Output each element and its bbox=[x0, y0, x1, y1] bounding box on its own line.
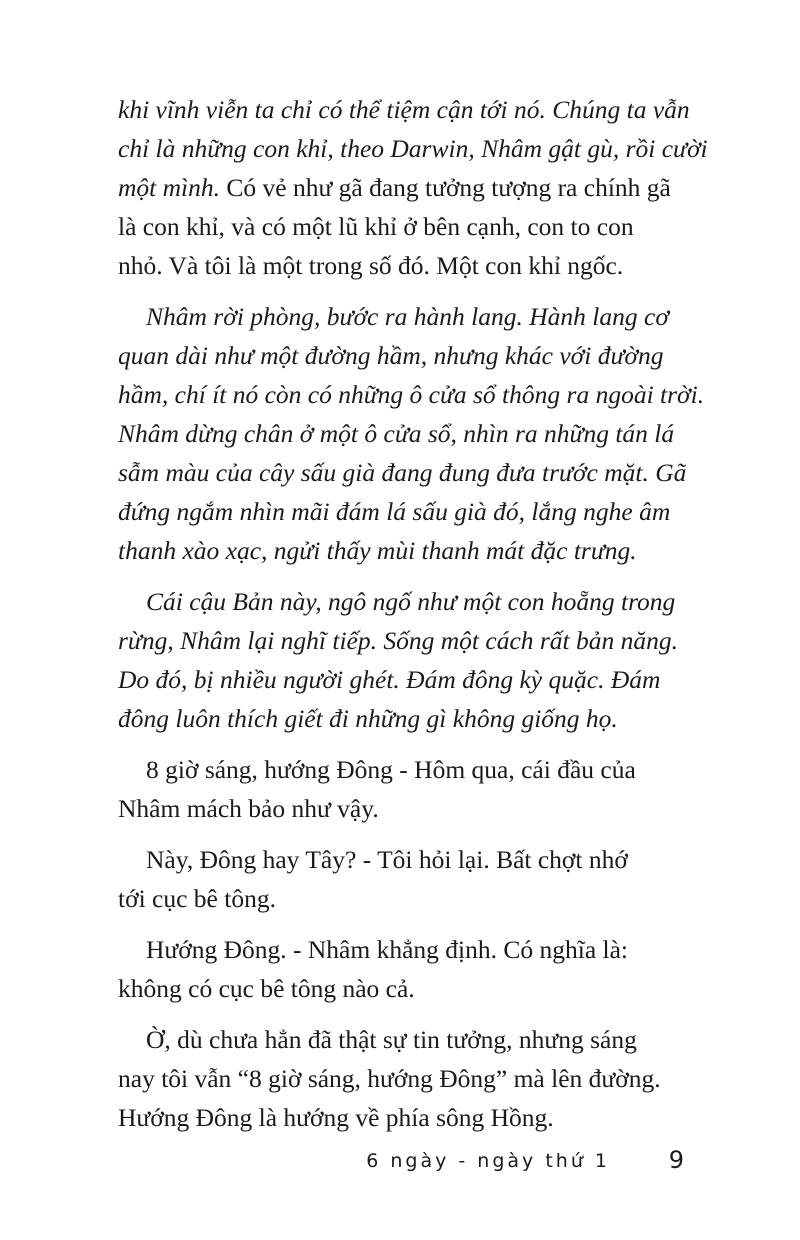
text-line: chỉ là những con khỉ, theo Darwin, Nhâm gật gù, rồi cười bbox=[118, 134, 708, 163]
paragraph-7 bbox=[118, 1020, 698, 1137]
text-line: Này, Đông hay Tây? - Tôi hỏi lại. Bất chợt nhớ bbox=[146, 845, 628, 874]
text-line-roman-part: Có vẻ như gã đang tưởng tượng ra chính gã bbox=[226, 173, 671, 202]
text-line: Hướng Đông. - Nhâm khẳng định. Có nghĩa là: bbox=[146, 935, 628, 964]
paragraph-3 bbox=[118, 582, 698, 738]
text-line: sẫm màu của cây sấu già đang đung đưa trước mặt. Gã bbox=[118, 458, 687, 487]
paragraph-5 bbox=[118, 840, 698, 918]
text-line: Hướng Đông là hướng về phía sông Hồng. bbox=[118, 1103, 554, 1132]
text-line: Nhâm rời phòng, bước ra hành lang. Hành lang cơ bbox=[146, 302, 669, 331]
page-footer bbox=[0, 1146, 800, 1180]
text-line: là con khỉ, và có một lũ khỉ ở bên cạnh, con to con bbox=[118, 212, 634, 241]
text-line: thanh xào xạc, ngửi thấy mùi thanh mát đặc trưng. bbox=[118, 536, 637, 565]
text-line-italic-part: một mình. bbox=[118, 173, 220, 202]
text-line: không có cục bê tông nào cả. bbox=[118, 974, 415, 1003]
text-line: Nhâm mách bảo như vậy. bbox=[118, 794, 379, 823]
page-number: 9 bbox=[668, 1146, 684, 1174]
text-line: quan dài như một đường hầm, nhưng khác với đường bbox=[118, 341, 664, 370]
paragraph-1 bbox=[118, 90, 708, 285]
text-line: tới cục bê tông. bbox=[118, 884, 276, 913]
paragraph-6 bbox=[118, 930, 698, 1008]
body-text bbox=[118, 90, 708, 1137]
text-line: khi vĩnh viễn ta chỉ có thể tiệm cận tới nó. Chúng ta vẫn bbox=[118, 95, 690, 124]
paragraph-2 bbox=[118, 297, 705, 570]
running-title: 6 ngày - ngày thứ 1 bbox=[366, 1150, 610, 1172]
text-line: nhỏ. Và tôi là một trong số đó. Một con khỉ ngốc. bbox=[118, 251, 624, 280]
text-line: Do đó, bị nhiều người ghét. Đám đông kỳ quặc. Đám bbox=[118, 665, 661, 694]
text-line: 8 giờ sáng, hướng Đông - Hôm qua, cái đầu của bbox=[146, 755, 636, 784]
paragraph-4 bbox=[118, 750, 698, 828]
text-line: Nhâm dừng chân ở một ô cửa sổ, nhìn ra những tán lá bbox=[118, 419, 675, 448]
text-line: nay tôi vẫn “8 giờ sáng, hướng Đông” mà lên đường. bbox=[118, 1064, 661, 1093]
text-line: Cái cậu Bản này, ngô ngố như một con hoẵng trong bbox=[146, 587, 676, 616]
text-line: hầm, chí ít nó còn có những ô cửa sổ thông ra ngoài trời. bbox=[118, 380, 705, 409]
text-line: đứng ngắm nhìn mãi đám lá sấu già đó, lắng nghe âm bbox=[118, 497, 671, 526]
text-line: đông luôn thích giết đi những gì không giống họ. bbox=[118, 704, 618, 733]
text-line bbox=[118, 168, 698, 207]
text-line: Ờ, dù chưa hẳn đã thật sự tin tưởng, nhưng sáng bbox=[146, 1025, 637, 1054]
text-line: rừng, Nhâm lại nghĩ tiếp. Sống một cách rất bản năng. bbox=[118, 626, 679, 655]
